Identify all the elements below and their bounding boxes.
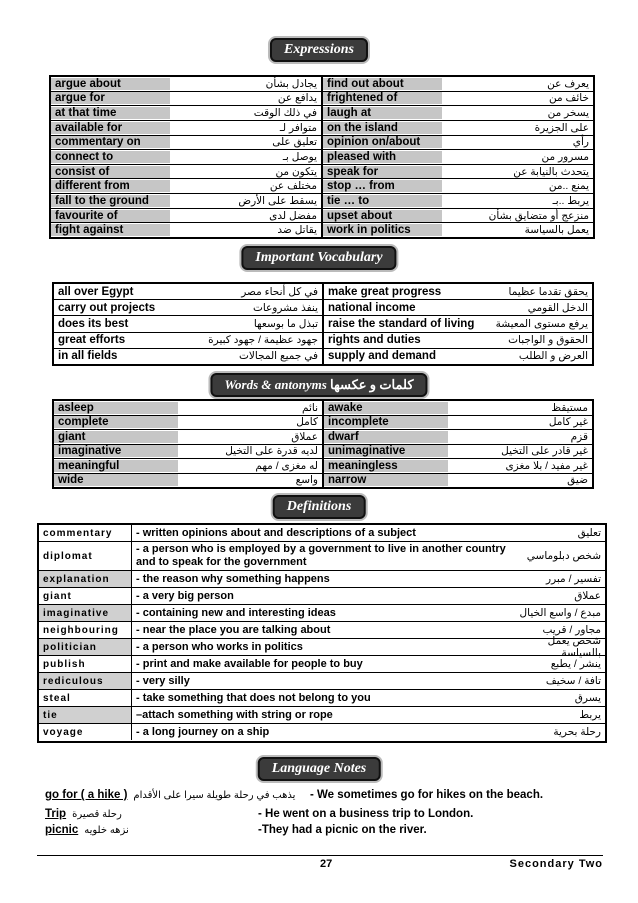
expression-english: speak for [323,166,442,178]
definition-text: - a person who is employed by a government to live in another country and to speak for the government [136,543,506,568]
definitions-table [37,523,607,743]
note-example: - He went on a business trip to London. [258,808,474,820]
antonym-english: awake [324,402,448,414]
expression-english: opinion on/about [323,136,442,148]
definition-arabic: مبدع / واسع الخيال [519,607,601,619]
antonym-english: imaginative [54,445,178,457]
antonyms-right-column [322,401,592,487]
note-term: go for ( a hike ) [45,789,128,801]
expression-english: commentary on [51,136,170,148]
definition-term: giant [39,588,132,604]
vocabulary-english: supply and demand [328,350,436,363]
expression-english: fight against [51,224,170,236]
vocabulary-row [324,333,592,349]
vocabulary-row [324,300,592,316]
expression-row [323,165,593,180]
definition-text: - near the place you are talking about [136,623,331,636]
definition-term: rediculous [39,673,132,689]
note-line [45,808,605,820]
vocabulary-row [324,349,592,364]
antonym-row [54,430,322,445]
expressions-table [49,75,595,239]
antonym-row [54,459,322,474]
expression-arabic: يدافع عن [277,92,317,105]
vocabulary-arabic: يرفع مستوى المعيشة [495,318,588,330]
definition-term: politician [39,639,132,655]
vocabulary-arabic: العرض و الطلب [518,350,588,363]
antonym-english: asleep [54,402,178,414]
vocabulary-row [54,284,322,300]
definition-text: - the reason why something happens [136,572,330,585]
antonym-arabic: قزم [570,430,588,443]
definition-text: - a person who works in politics [136,640,303,653]
definition-row [39,707,605,724]
vocabulary-english: does its best [58,318,129,330]
note-line [45,824,605,836]
vocabulary-arabic: يحقق تقدما عظيما [508,285,588,298]
expression-row [51,77,321,92]
definitions-heading: Definitions [273,495,366,519]
vocabulary-arabic: تبذل ما بوسعها [253,318,318,330]
vocabulary-arabic: الدخل القومي [527,301,588,314]
note-example: -They had a picnic on the river. [258,824,427,836]
definition-arabic: يربط [579,709,601,721]
note-line [45,789,605,801]
expression-arabic: يوصل بـ [282,151,317,164]
definition-arabic: شخص دبلوماسي [526,550,601,562]
expression-arabic: يتكون من [275,165,317,178]
vocabulary-english: great efforts [58,334,126,347]
expression-english: favourite of [51,210,170,222]
antonym-arabic: كامل [296,416,318,429]
expression-row [51,223,321,237]
vocabulary-row [54,349,322,364]
expression-row [51,209,321,224]
note-term: picnic [45,824,79,836]
vocabulary-english: rights and duties [328,334,421,347]
expression-row [51,106,321,121]
expression-row [51,165,321,180]
antonym-row [324,445,592,460]
vocabulary-english: make great progress [328,285,442,298]
note-term: Trip [45,808,67,820]
vocabulary-arabic: الحقوق و الواجبات [508,334,588,347]
expression-arabic: يمنع ..من [548,180,589,193]
expressions-right-column [321,77,593,237]
expression-row [323,121,593,136]
expression-english: on the island [323,122,442,134]
expression-english: argue for [51,92,170,104]
expression-arabic: في ذلك الوقت [253,107,317,120]
definition-text: - a very big person [136,589,234,602]
antonym-arabic: لديه قدرة على التخيل [225,445,318,458]
note-arabic: رحلة قصيرة [72,809,122,820]
vocabulary-row [54,300,322,316]
antonym-arabic: ضيق [567,474,588,487]
vocabulary-heading: Important Vocabulary [241,246,396,270]
expression-arabic: يسخر من [547,107,589,120]
antonym-arabic: غير كامل [548,416,588,429]
definition-text: - containing new and interesting ideas [136,606,336,619]
footer [37,855,603,872]
definition-term: tie [39,707,132,723]
vocabulary-english: in all fields [58,350,118,363]
expression-arabic: تعليق على [272,136,317,149]
expression-english: connect to [51,151,170,163]
vocabulary-english: raise the standard of living [328,318,475,330]
antonym-row [54,474,322,488]
antonym-english: wide [54,474,178,486]
vocabulary-row [324,284,592,300]
definition-term: diplomat [39,542,132,570]
expression-row [323,223,593,237]
definition-term: voyage [39,724,132,740]
definition-term: neighbouring [39,622,132,638]
definition-text: - print and make available for people to buy [136,657,363,670]
expression-row [51,150,321,165]
expression-row [323,77,593,92]
expression-arabic: يجادل بشأن [265,77,317,90]
expression-arabic: منزعج أو متضايق بشأن [488,209,589,222]
antonym-arabic: نائم [301,401,318,414]
antonym-english: incomplete [324,416,448,428]
expression-arabic: رأي [572,136,589,149]
expression-arabic: على الجزيرة [534,121,589,134]
definition-row [39,605,605,622]
expression-arabic: يربط ..بـ [552,194,589,207]
expression-row [323,209,593,224]
expression-arabic: يسقط على الأرض [238,194,317,207]
expression-english: argue about [51,78,170,90]
expression-arabic: يعمل بالسياسة [524,224,589,237]
expression-arabic: يعرف عن [547,77,589,90]
expressions-heading: Expressions [270,38,368,62]
definition-term: publish [39,656,132,672]
expression-row [323,92,593,107]
vocabulary-arabic: في جميع المجالات [239,350,318,363]
definition-row [39,690,605,707]
antonym-row [54,416,322,431]
expression-english: consist of [51,166,170,178]
expression-arabic: يتحدث بالنيابة عن [513,165,589,178]
antonym-arabic: غير مفيد / بلا مغزى [505,459,588,472]
expression-english: different from [51,180,170,192]
antonym-row [54,401,322,416]
definition-row [39,673,605,690]
definition-term: commentary [39,525,132,541]
definition-row [39,656,605,673]
antonym-english: meaningful [54,460,178,472]
antonyms-left-column [54,401,322,487]
antonym-arabic: مستيقظ [551,401,588,414]
antonym-row [324,459,592,474]
expression-row [51,194,321,209]
definition-row [39,525,605,542]
definition-arabic: ينشر / يطبع [550,658,601,670]
expression-row [323,179,593,194]
expression-english: pleased with [323,151,442,163]
definition-arabic: رحلة بحرية [553,726,601,738]
antonym-row [54,445,322,460]
expression-english: at that time [51,107,170,119]
expression-row [51,92,321,107]
antonym-english: unimaginative [324,445,448,457]
vocabulary-left-column [54,284,322,364]
expression-arabic: خائف من [548,92,589,105]
expression-arabic: مفضل لدى [269,209,317,222]
definition-row [39,571,605,588]
definition-arabic: مجاور / قريب [542,624,601,636]
antonym-row [324,474,592,488]
vocabulary-arabic: في كل أنحاء مصر [241,285,318,298]
definition-text: - a long journey on a ship [136,725,270,738]
definition-text: - take something that does not belong to you [136,691,371,704]
antonyms-table [52,399,594,489]
definition-arabic: شخص يعمل بالسياسة [547,635,601,659]
definition-term: steal [39,690,132,706]
antonym-english: meaningless [324,460,448,472]
antonym-arabic: واسع [295,474,318,487]
expression-arabic: مختلف عن [269,180,317,193]
definition-text: –attach something with string or rope [136,708,333,721]
expression-arabic: مسرور من [541,151,589,164]
expression-english: fall to the ground [51,195,170,207]
expression-arabic: متوافر لـ [279,121,317,134]
expression-arabic: يقاتل ضد [277,224,317,237]
antonym-row [324,416,592,431]
expression-row [51,179,321,194]
vocabulary-arabic: جهود عظيمة / جهود كبيرة [208,334,318,347]
expression-row [323,150,593,165]
antonym-english: giant [54,431,178,443]
antonym-arabic: له مغزى / مهم [255,459,318,472]
antonym-row [324,430,592,445]
vocabulary-table [52,282,594,366]
definition-term: explanation [39,571,132,587]
footer-level: Secondary Two [509,858,603,870]
note-arabic: نزهه خلويه [84,825,129,836]
expression-english: laugh at [323,107,442,119]
expression-english: work in politics [323,224,442,236]
expression-english: upset about [323,210,442,222]
definition-row [39,588,605,605]
expression-row [323,106,593,121]
vocabulary-english: carry out projects [58,301,156,314]
definition-text: - very silly [136,674,190,687]
language-notes-heading: Language Notes [258,757,381,781]
antonym-english: narrow [324,474,448,486]
vocabulary-row [54,333,322,349]
note-example: - We sometimes go for hikes on the beach. [310,789,544,801]
expression-english: frightened of [323,92,442,104]
definition-arabic: تفسير / مبرر [546,573,601,585]
page-number: 27 [320,858,333,870]
expression-english: stop … from [323,180,442,192]
definition-text: - written opinions about and descriptions of a subject [136,526,416,539]
vocabulary-row [54,316,322,332]
vocabulary-english: all over Egypt [58,285,134,298]
antonym-arabic: عملاق [291,430,318,443]
definition-row [39,635,605,659]
expression-row [51,136,321,151]
antonym-row [324,401,592,416]
definition-arabic: تعليق [577,527,601,539]
expression-row [51,121,321,136]
antonyms-heading: Words & antonyms كلمات و عكسها [210,373,427,397]
antonym-english: dwarf [324,431,448,443]
definition-arabic: يسرق [574,692,601,704]
vocabulary-right-column [322,284,592,364]
definition-arabic: تافة / سخيف [545,675,601,687]
expression-row [323,136,593,151]
definition-row [39,724,605,740]
expression-row [323,194,593,209]
definition-term: imaginative [39,605,132,621]
note-arabic: يذهب في رحلة طويلة سيرا على الأقدام [133,790,296,801]
expression-english: available for [51,122,170,134]
definition-arabic: عملاق [574,590,601,602]
vocabulary-row [324,316,592,332]
vocabulary-arabic: ينفذ مشروعات [252,301,318,314]
antonym-arabic: غير قادر على التخيل [501,445,588,458]
expression-english: tie … to [323,195,442,207]
expressions-left-column [51,77,321,237]
definition-row [39,542,605,571]
expression-english: find out about [323,78,442,90]
vocabulary-english: national income [328,301,416,314]
antonym-english: complete [54,416,178,428]
